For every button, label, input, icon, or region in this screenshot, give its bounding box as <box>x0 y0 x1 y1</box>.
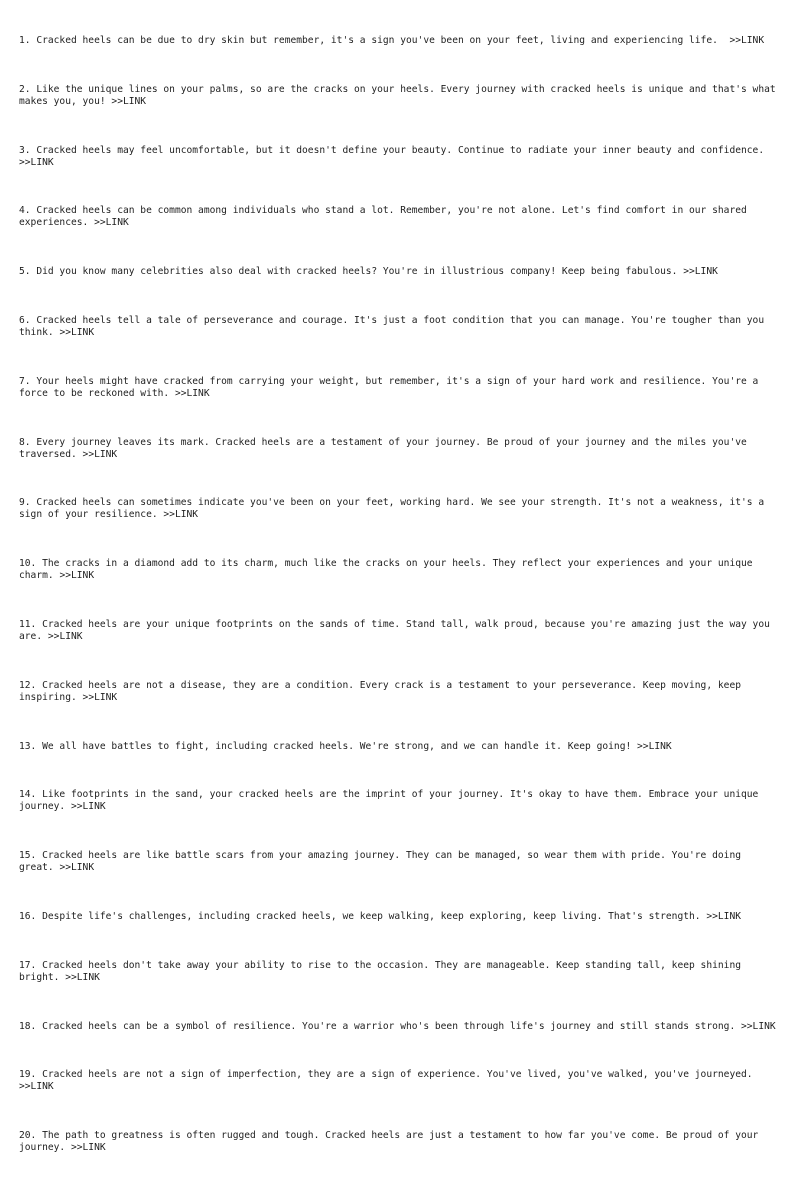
item-text: 18. Cracked heels can be a symbol of resilience. You're a warrior who's been through life's journey and still stands strong. <box>19 1020 741 1032</box>
item-text: 12. Cracked heels are not a disease, they are a condition. Every crack is a testament to your perseverance. Keep moving, keep inspiring. <box>19 679 747 703</box>
list-item <box>19 83 782 108</box>
list-item <box>19 497 779 521</box>
item-link[interactable]: >>LINK <box>82 691 118 703</box>
item-text: 7. Your heels might have cracked from carrying your weight, but remember, it's a sign of your hard work and resilience. You're a force to be reckoned with. <box>19 375 765 399</box>
item-link[interactable]: >>LINK <box>82 448 118 460</box>
item-link[interactable]: >>LINK <box>70 801 106 813</box>
item-link[interactable]: >>LINK <box>70 1142 106 1154</box>
item-text: 1. Cracked heels can be due to dry skin but remember, it's a sign you've been on your feet, living and experiencing life. <box>19 35 730 46</box>
item-text: 3. Cracked heels may feel uncomfortable, but it doesn't define your beauty. Continue to radiate your inner beauty and confidence. <box>19 144 770 156</box>
item-link[interactable]: >>LINK <box>637 740 672 752</box>
list-item <box>19 850 779 874</box>
list-item <box>19 1021 779 1033</box>
item-link[interactable]: >>LINK <box>741 1020 776 1032</box>
item-link[interactable]: >>LINK <box>174 387 210 399</box>
list-item <box>19 619 779 643</box>
affirmation-list <box>19 11 782 1179</box>
item-text: 13. We all have battles to fight, including cracked heels. We're strong, and we can handle it. Keep going! <box>19 740 638 752</box>
item-text: 11. Cracked heels are your unique footprints on the sands of time. Stand tall, walk proud, because you're amazing just the way you are. <box>19 618 776 642</box>
item-link[interactable]: >>LINK <box>729 35 765 46</box>
list-item <box>19 911 779 923</box>
list-item <box>19 266 779 278</box>
item-link[interactable]: >>LINK <box>19 156 54 168</box>
item-text: 8. Every journey leaves its mark. Cracked heels are a testament of your journey. Be proud of your journey and the miles you've traversed. <box>19 436 753 460</box>
list-item <box>19 376 779 400</box>
item-text: 20. The path to greatness is often rugged and tough. Cracked heels are just a testament to how far you've come. Be proud of your journey. <box>19 1130 765 1154</box>
item-link[interactable]: >>LINK <box>94 217 129 229</box>
item-link[interactable]: >>LINK <box>683 266 718 278</box>
list-item <box>19 205 779 229</box>
item-link[interactable]: >>LINK <box>59 326 95 338</box>
list-item <box>19 680 779 704</box>
item-text: 15. Cracked heels are like battle scars from your amazing journey. They can be managed, so wear them with pride. You're doing great. <box>19 850 747 874</box>
item-text: 4. Cracked heels can be common among individuals who stand a lot. Remember, you're not alone. Let's find comfort in our shared experiences. <box>19 205 753 229</box>
item-link[interactable]: >>LINK <box>47 630 83 642</box>
list-item <box>19 437 779 461</box>
list-item <box>19 1069 779 1093</box>
item-text: 9. Cracked heels can sometimes indicate you've been on your feet, working hard. We see your strength. It's not a weakness, it's a sign of your resilience. <box>19 497 770 521</box>
item-text: 6. Cracked heels tell a tale of perseverance and courage. It's just a foot condition that you can manage. You're tougher than you think. <box>19 314 770 338</box>
item-link[interactable]: >>LINK <box>59 862 95 874</box>
item-text: 16. Despite life's challenges, including cracked heels, we keep walking, keep exploring, keep living. That's strength. <box>19 910 707 922</box>
item-text: 17. Cracked heels don't take away your ability to rise to the occasion. They are manageable. Keep standing tall, keep shining bright. <box>19 959 747 983</box>
item-text: 14. Like footprints in the sand, your cracked heels are the imprint of your journey. It's okay to have them. Embrace your unique journey. <box>19 789 765 813</box>
list-item <box>19 558 779 582</box>
list-item <box>19 789 779 813</box>
item-link[interactable]: >>LINK <box>19 1081 54 1093</box>
item-text: 10. The cracks in a diamond add to its charm, much like the cracks on your heels. They reflect your experiences and your unique charm. <box>19 558 759 582</box>
item-text: 2. Like the unique lines on your palms, so are the cracks on your heels. Every journey with cracked heels is unique and that's what makes you, you! <box>19 83 782 107</box>
item-link[interactable]: >>LINK <box>65 971 100 983</box>
item-link[interactable]: >>LINK <box>59 570 95 582</box>
item-link[interactable]: >>LINK <box>706 910 741 922</box>
list-item <box>19 315 779 339</box>
item-text: 5. Did you know many celebrities also deal with cracked heels? You're in illustrious company! Keep being fabulous. <box>19 266 684 278</box>
item-link[interactable]: >>LINK <box>111 95 147 107</box>
item-text: 19. Cracked heels are not a sign of imperfection, they are a sign of experience. You've lived, you've walked, you've journeyed. <box>19 1069 759 1081</box>
list-item <box>19 1130 779 1154</box>
list-item <box>19 145 779 169</box>
list-item <box>19 35 779 47</box>
list-item <box>19 960 779 984</box>
item-link[interactable]: >>LINK <box>163 509 199 521</box>
list-item <box>19 741 779 753</box>
